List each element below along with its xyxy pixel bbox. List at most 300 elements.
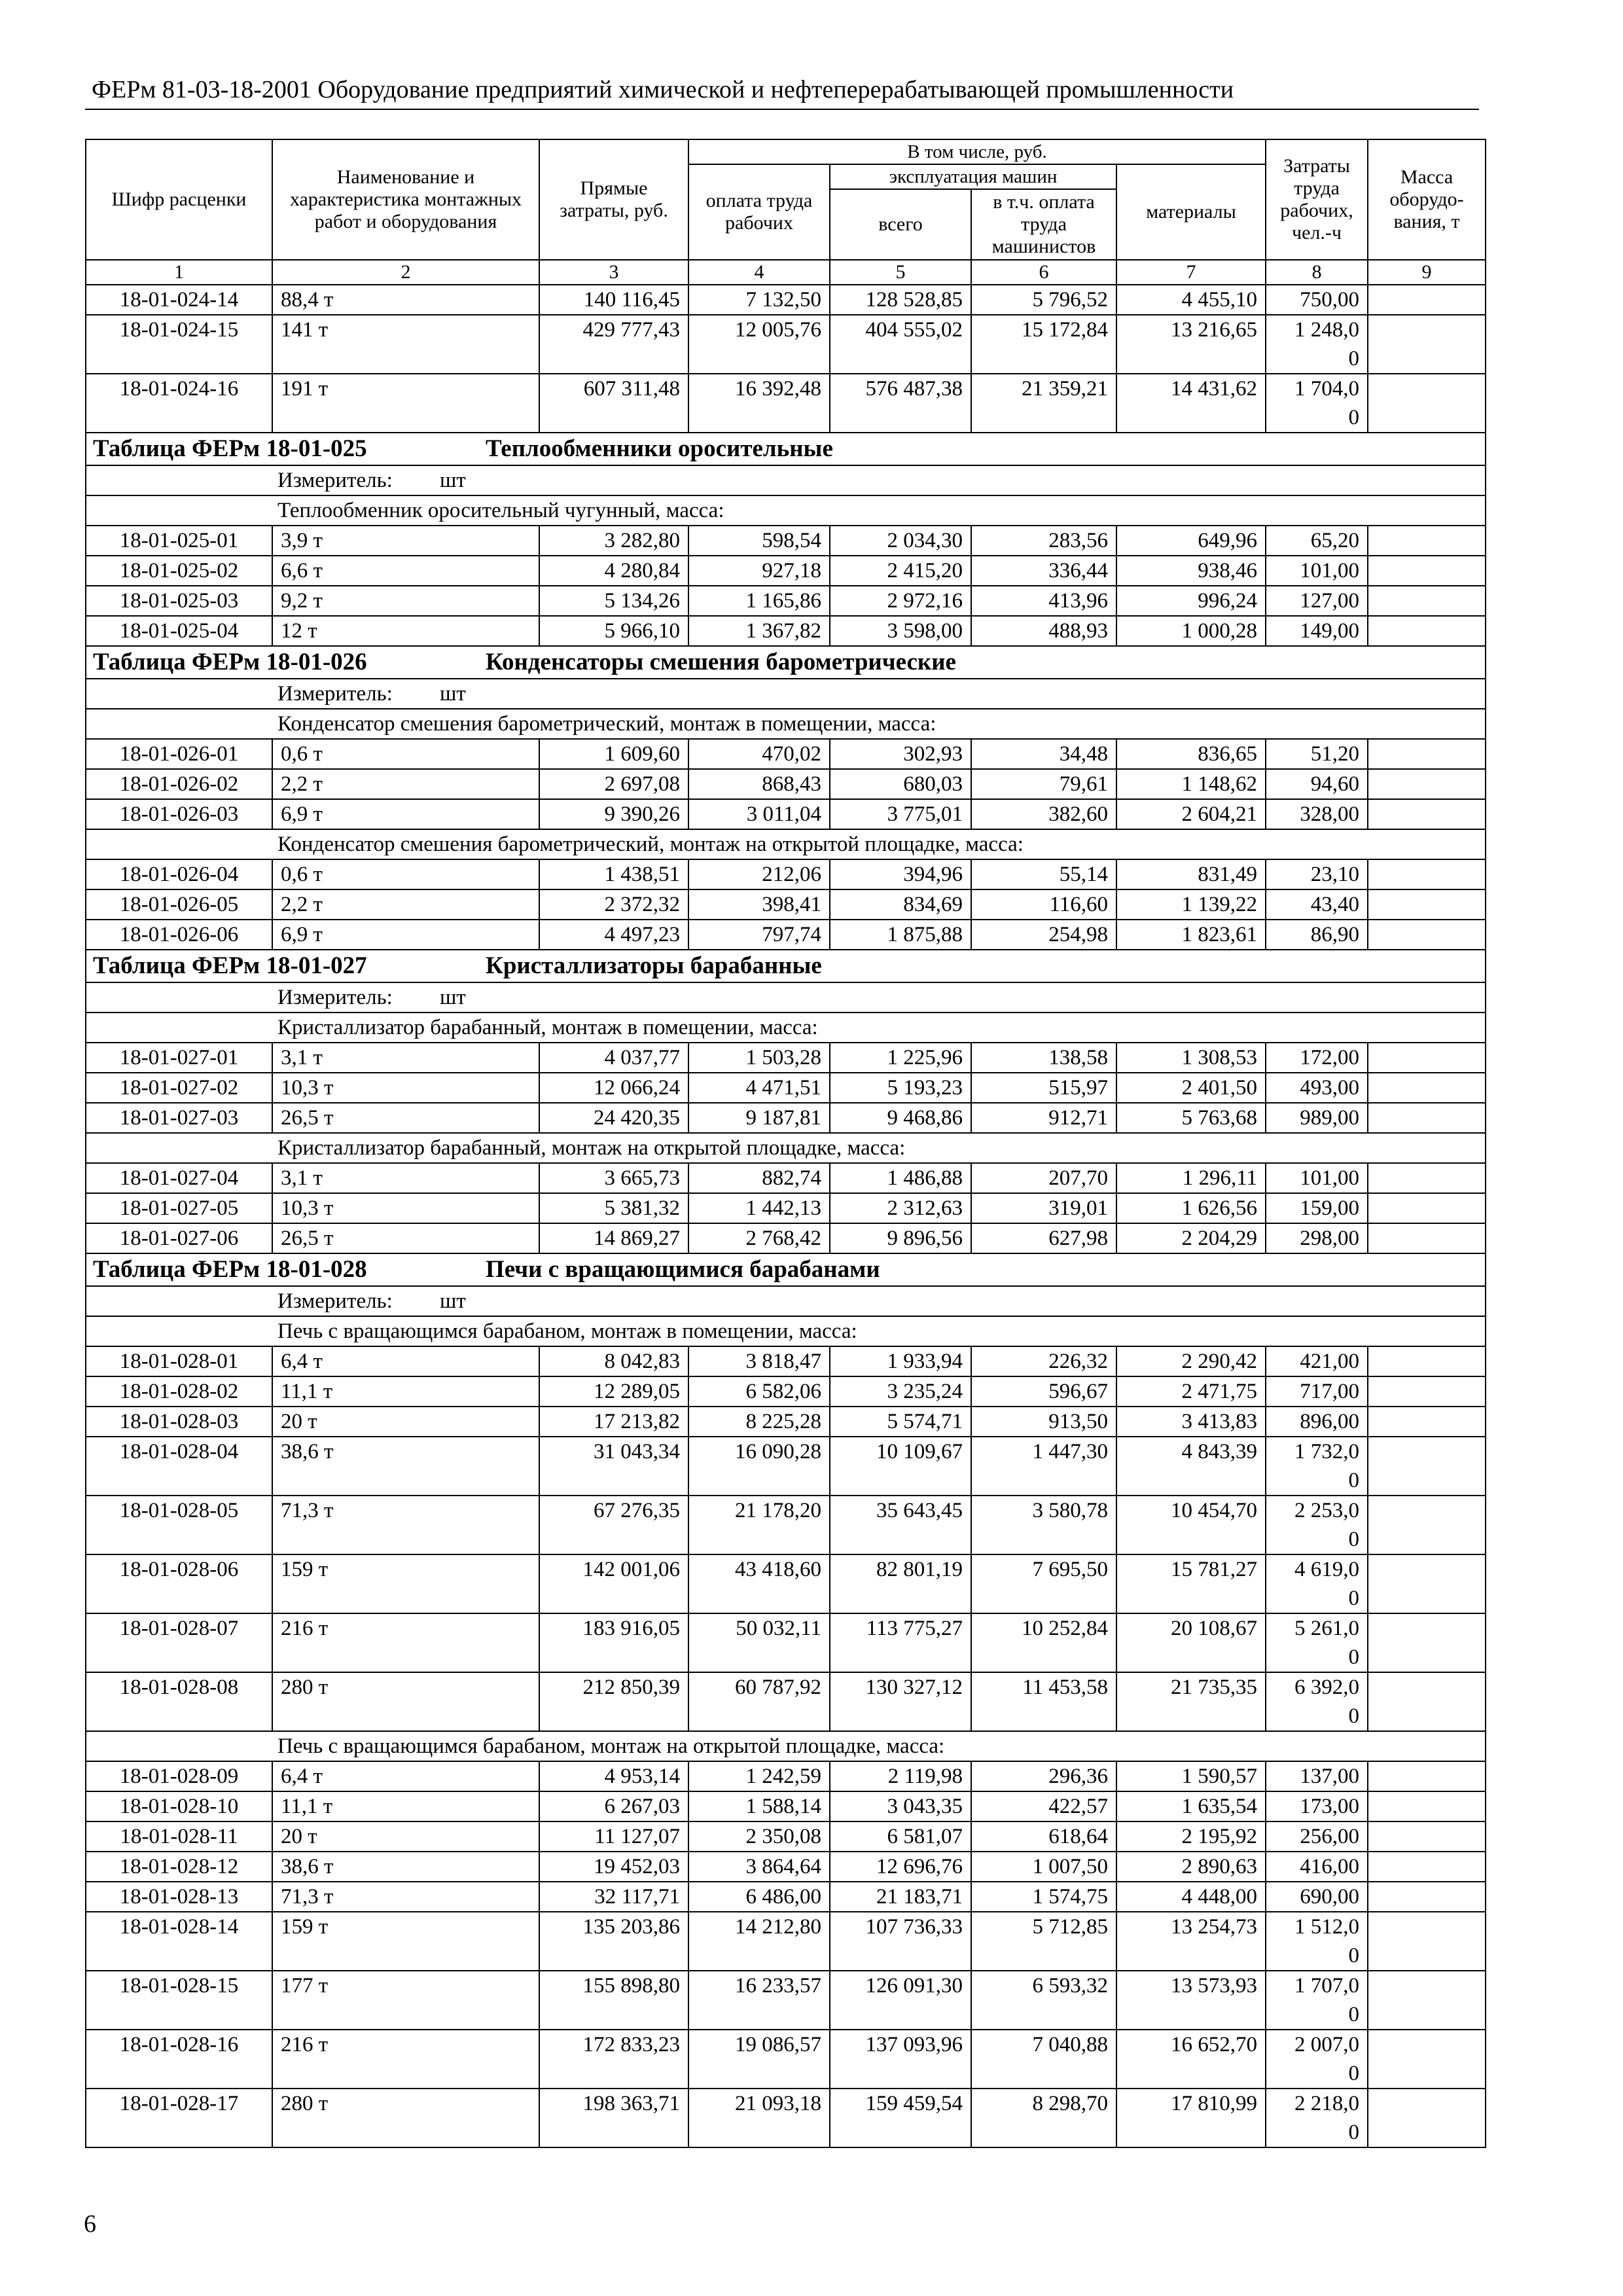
labor-cost (1266, 1437, 1368, 1496)
wages-cost: 16 392,48 (688, 374, 830, 433)
machinist-wages: 10 252,84 (971, 1613, 1116, 1672)
machines-cost: 113 775,27 (830, 1613, 971, 1672)
machinist-wages: 254,98 (971, 920, 1116, 950)
direct-cost: 11 127,07 (539, 1821, 688, 1852)
materials-cost: 13 216,65 (1116, 315, 1266, 374)
machinist-wages: 138,58 (971, 1043, 1116, 1073)
norms-table (85, 139, 1486, 2148)
labor-value: 896,00 (1300, 1410, 1359, 1433)
wages-cost: 3 011,04 (688, 799, 830, 829)
labor-cost (1266, 1223, 1368, 1253)
labor-value: 86,90 (1310, 923, 1359, 946)
materials-cost: 4 455,10 (1116, 285, 1266, 315)
group-row (86, 1731, 1486, 1761)
measure-cell (86, 982, 1486, 1013)
wages-cost: 12 005,76 (688, 315, 830, 374)
table-code: Таблица ФЕРм 18-01-025 (93, 435, 367, 462)
direct-cost: 5 381,32 (539, 1193, 688, 1223)
equipment-mass (1368, 1554, 1486, 1613)
wages-cost: 2 350,08 (688, 1821, 830, 1852)
table-code: Таблица ФЕРм 18-01-028 (93, 1256, 367, 1283)
labor-value-wrap: 0 (1348, 1469, 1359, 1492)
equipment-mass (1368, 799, 1486, 829)
labor-cost (1266, 1821, 1368, 1852)
col-header-machines-wages: в т.ч. оплата труда машинистов (971, 189, 1116, 260)
machinist-wages: 319,01 (971, 1193, 1116, 1223)
direct-cost: 183 916,05 (539, 1613, 688, 1672)
machinist-wages: 11 453,58 (971, 1672, 1116, 1731)
wages-cost: 1 503,28 (688, 1043, 830, 1073)
rate-code: 18-01-026-05 (86, 889, 272, 920)
labor-cost (1266, 1672, 1368, 1731)
labor-cost (1266, 1193, 1368, 1223)
direct-cost: 1 438,51 (539, 859, 688, 889)
work-name: 3,1 т (272, 1043, 539, 1073)
labor-cost (1266, 1613, 1368, 1672)
work-name: 20 т (272, 1821, 539, 1852)
table-row (86, 1613, 1486, 1672)
table-row (86, 586, 1486, 616)
work-name: 6,6 т (272, 556, 539, 586)
measure-cell (86, 465, 1486, 495)
wages-cost: 14 212,80 (688, 1912, 830, 1971)
table-row (86, 1882, 1486, 1912)
equipment-mass (1368, 920, 1486, 950)
table-row (86, 1554, 1486, 1613)
work-name: 6,4 т (272, 1761, 539, 1791)
equipment-mass (1368, 1912, 1486, 1971)
materials-cost: 20 108,67 (1116, 1613, 1266, 1672)
wages-cost: 1 442,13 (688, 1193, 830, 1223)
table-code: Таблица ФЕРм 18-01-027 (93, 952, 367, 979)
machines-cost: 9 468,86 (830, 1103, 971, 1133)
machinist-wages: 912,71 (971, 1103, 1116, 1133)
equipment-mass (1368, 1672, 1486, 1731)
work-name: 6,4 т (272, 1346, 539, 1376)
labor-cost (1266, 859, 1368, 889)
equipment-mass (1368, 1103, 1486, 1133)
table-title-row (86, 646, 1486, 679)
labor-cost (1266, 1912, 1368, 1971)
materials-cost: 2 604,21 (1116, 799, 1266, 829)
labor-cost (1266, 1376, 1368, 1407)
machinist-wages: 336,44 (971, 556, 1116, 586)
labor-value-wrap: 0 (1348, 2062, 1359, 2085)
measure-row (86, 465, 1486, 495)
machinist-wages: 413,96 (971, 586, 1116, 616)
labor-value-wrap: 0 (1348, 2003, 1359, 2026)
machinist-wages: 55,14 (971, 859, 1116, 889)
page-number: 6 (84, 2210, 96, 2238)
labor-cost (1266, 1554, 1368, 1613)
table-row (86, 526, 1486, 556)
labor-value: 750,00 (1300, 288, 1359, 312)
col-number: 4 (688, 260, 830, 285)
labor-value-wrap: 0 (1348, 406, 1359, 429)
group-label: Кристаллизатор барабанный, монтаж в помещении, масса: (86, 1013, 1486, 1043)
direct-cost: 19 452,03 (539, 1852, 688, 1882)
table-row (86, 859, 1486, 889)
wages-cost: 598,54 (688, 526, 830, 556)
machinist-wages: 15 172,84 (971, 315, 1116, 374)
machines-cost: 107 736,33 (830, 1912, 971, 1971)
machines-cost: 9 896,56 (830, 1223, 971, 1253)
machines-cost: 5 193,23 (830, 1073, 971, 1103)
table-body (86, 139, 1486, 2147)
table-row (86, 285, 1486, 315)
labor-cost (1266, 1496, 1368, 1554)
materials-cost: 1 308,53 (1116, 1043, 1266, 1073)
table-row (86, 1193, 1486, 1223)
labor-value: 1 732,0 (1294, 1440, 1359, 1463)
col-header-code: Шифр расценки (86, 139, 272, 260)
materials-cost: 1 590,57 (1116, 1761, 1266, 1791)
machines-cost: 21 183,71 (830, 1882, 971, 1912)
wages-cost: 6 582,06 (688, 1376, 830, 1407)
machinist-wages: 1 447,30 (971, 1437, 1116, 1496)
direct-cost: 142 001,06 (539, 1554, 688, 1613)
table-row (86, 1852, 1486, 1882)
equipment-mass (1368, 586, 1486, 616)
labor-value: 101,00 (1300, 1166, 1359, 1190)
equipment-mass (1368, 889, 1486, 920)
group-row (86, 1133, 1486, 1163)
labor-cost (1266, 616, 1368, 646)
table-row (86, 1437, 1486, 1496)
wages-cost: 19 086,57 (688, 2030, 830, 2089)
labor-value-wrap: 0 (1348, 1704, 1359, 1728)
labor-value: 5 261,0 (1294, 1617, 1359, 1640)
rate-code: 18-01-028-07 (86, 1613, 272, 1672)
machines-cost: 12 696,76 (830, 1852, 971, 1882)
equipment-mass (1368, 1346, 1486, 1376)
machinist-wages: 8 298,70 (971, 2089, 1116, 2147)
col-number: 2 (272, 260, 539, 285)
machinist-wages: 6 593,32 (971, 1971, 1116, 2030)
wages-cost: 398,41 (688, 889, 830, 920)
measure-label: Измеритель: (277, 682, 393, 706)
labor-cost (1266, 769, 1368, 799)
table-row (86, 2089, 1486, 2147)
machines-cost: 130 327,12 (830, 1672, 971, 1731)
rate-code: 18-01-028-02 (86, 1376, 272, 1407)
rate-code: 18-01-027-01 (86, 1043, 272, 1073)
labor-cost (1266, 1407, 1368, 1437)
materials-cost: 21 735,35 (1116, 1672, 1266, 1731)
col-number: 1 (86, 260, 272, 285)
work-name: 6,9 т (272, 799, 539, 829)
machines-cost: 137 093,96 (830, 2030, 971, 2089)
measure-cell (86, 1286, 1486, 1316)
group-label: Теплообменник оросительный чугунный, масса: (86, 495, 1486, 526)
labor-cost (1266, 1073, 1368, 1103)
rate-code: 18-01-027-06 (86, 1223, 272, 1253)
wages-cost: 7 132,50 (688, 285, 830, 315)
rate-code: 18-01-028-11 (86, 1821, 272, 1852)
direct-cost: 4 953,14 (539, 1761, 688, 1791)
machinist-wages: 618,64 (971, 1821, 1116, 1852)
measure-unit: шт (440, 986, 466, 1009)
direct-cost: 17 213,82 (539, 1407, 688, 1437)
labor-cost (1266, 315, 1368, 374)
machinist-wages: 5 796,52 (971, 285, 1116, 315)
machinist-wages: 627,98 (971, 1223, 1116, 1253)
machines-cost: 1 933,94 (830, 1346, 971, 1376)
rate-code: 18-01-028-04 (86, 1437, 272, 1496)
labor-cost (1266, 1852, 1368, 1882)
labor-value: 1 248,0 (1294, 318, 1359, 342)
table-row (86, 1163, 1486, 1193)
labor-cost (1266, 285, 1368, 315)
col-number: 3 (539, 260, 688, 285)
work-name: 0,6 т (272, 859, 539, 889)
machines-cost: 6 581,07 (830, 1821, 971, 1852)
equipment-mass (1368, 526, 1486, 556)
equipment-mass (1368, 285, 1486, 315)
work-name: 20 т (272, 1407, 539, 1437)
work-name: 11,1 т (272, 1376, 539, 1407)
col-header-incl: В том числе, руб. (688, 139, 1266, 164)
machinist-wages: 226,32 (971, 1346, 1116, 1376)
work-name: 216 т (272, 1613, 539, 1672)
table-row (86, 315, 1486, 374)
direct-cost: 5 134,26 (539, 586, 688, 616)
machinist-wages: 5 712,85 (971, 1912, 1116, 1971)
labor-value: 717,00 (1300, 1380, 1359, 1403)
col-header-wages: оплата труда рабочих (688, 164, 830, 260)
work-name: 26,5 т (272, 1103, 539, 1133)
work-name: 280 т (272, 2089, 539, 2147)
work-name: 177 т (272, 1971, 539, 2030)
rate-code: 18-01-028-01 (86, 1346, 272, 1376)
materials-cost: 16 652,70 (1116, 2030, 1266, 2089)
work-name: 280 т (272, 1672, 539, 1731)
machines-cost: 2 312,63 (830, 1193, 971, 1223)
labor-value: 173,00 (1300, 1795, 1359, 1818)
table-row (86, 1043, 1486, 1073)
machinist-wages: 515,97 (971, 1073, 1116, 1103)
machinist-wages: 207,70 (971, 1163, 1116, 1193)
direct-cost: 3 665,73 (539, 1163, 688, 1193)
materials-cost: 649,96 (1116, 526, 1266, 556)
machines-cost: 834,69 (830, 889, 971, 920)
measure-row (86, 982, 1486, 1013)
machinist-wages: 296,36 (971, 1761, 1116, 1791)
equipment-mass (1368, 1437, 1486, 1496)
machines-cost: 404 555,02 (830, 315, 971, 374)
table-row (86, 1496, 1486, 1554)
group-label: Кристаллизатор барабанный, монтаж на открытой площадке, масса: (86, 1133, 1486, 1163)
table-row (86, 374, 1486, 433)
labor-value-wrap: 0 (1348, 1645, 1359, 1669)
equipment-mass (1368, 1852, 1486, 1882)
machines-cost: 1 875,88 (830, 920, 971, 950)
labor-value: 2 253,0 (1294, 1499, 1359, 1522)
table-title (86, 950, 1486, 982)
machines-cost: 1 486,88 (830, 1163, 971, 1193)
machinist-wages: 7 695,50 (971, 1554, 1116, 1613)
machines-cost: 576 487,38 (830, 374, 971, 433)
table-row (86, 556, 1486, 586)
labor-cost (1266, 739, 1368, 769)
equipment-mass (1368, 1882, 1486, 1912)
rate-code: 18-01-028-09 (86, 1761, 272, 1791)
rate-code: 18-01-027-04 (86, 1163, 272, 1193)
machinist-wages: 21 359,21 (971, 374, 1116, 433)
col-number: 6 (971, 260, 1116, 285)
direct-cost: 24 420,35 (539, 1103, 688, 1133)
rate-code: 18-01-026-06 (86, 920, 272, 950)
table-row (86, 1376, 1486, 1407)
rate-code: 18-01-024-16 (86, 374, 272, 433)
direct-cost: 2 697,08 (539, 769, 688, 799)
table-row (86, 1761, 1486, 1791)
machinist-wages: 34,48 (971, 739, 1116, 769)
work-name: 12 т (272, 616, 539, 646)
equipment-mass (1368, 739, 1486, 769)
labor-cost (1266, 2089, 1368, 2147)
direct-cost: 1 609,60 (539, 739, 688, 769)
work-name: 0,6 т (272, 739, 539, 769)
rate-code: 18-01-026-03 (86, 799, 272, 829)
col-header-machines-total: всего (830, 189, 971, 260)
col-header-mass: Масса оборудо-вания, т (1368, 139, 1486, 260)
work-name: 141 т (272, 315, 539, 374)
labor-value: 690,00 (1300, 1885, 1359, 1909)
materials-cost: 1 148,62 (1116, 769, 1266, 799)
equipment-mass (1368, 315, 1486, 374)
equipment-mass (1368, 1821, 1486, 1852)
materials-cost: 10 454,70 (1116, 1496, 1266, 1554)
labor-value: 149,00 (1300, 619, 1359, 643)
group-row (86, 829, 1486, 859)
equipment-mass (1368, 1496, 1486, 1554)
machines-cost: 302,93 (830, 739, 971, 769)
rate-code: 18-01-025-04 (86, 616, 272, 646)
table-title (86, 646, 1486, 679)
wages-cost: 927,18 (688, 556, 830, 586)
work-name: 10,3 т (272, 1193, 539, 1223)
rate-code: 18-01-027-05 (86, 1193, 272, 1223)
rate-code: 18-01-025-01 (86, 526, 272, 556)
table-row (86, 1672, 1486, 1731)
table-row (86, 2030, 1486, 2089)
work-name: 191 т (272, 374, 539, 433)
measure-row (86, 1286, 1486, 1316)
table-row (86, 739, 1486, 769)
materials-cost: 15 781,27 (1116, 1554, 1266, 1613)
table-row (86, 889, 1486, 920)
direct-cost: 12 289,05 (539, 1376, 688, 1407)
labor-value: 2 007,0 (1294, 2033, 1359, 2056)
rate-code: 18-01-024-15 (86, 315, 272, 374)
page-header: ФЕРм 81-03-18-2001 Оборудование предприятий химической и нефтеперерабатывающей промышленности (92, 76, 1234, 103)
work-name: 2,2 т (272, 769, 539, 799)
materials-cost: 938,46 (1116, 556, 1266, 586)
machines-cost: 128 528,85 (830, 285, 971, 315)
machines-cost: 126 091,30 (830, 1971, 971, 2030)
wages-cost: 212,06 (688, 859, 830, 889)
materials-cost: 1 626,56 (1116, 1193, 1266, 1223)
wages-cost: 21 178,20 (688, 1496, 830, 1554)
table-title (86, 433, 1486, 465)
machinist-wages: 1 574,75 (971, 1882, 1116, 1912)
wages-cost: 882,74 (688, 1163, 830, 1193)
equipment-mass (1368, 2030, 1486, 2089)
direct-cost: 172 833,23 (539, 2030, 688, 2089)
wages-cost: 43 418,60 (688, 1554, 830, 1613)
wages-cost: 3 864,64 (688, 1852, 830, 1882)
direct-cost: 4 037,77 (539, 1043, 688, 1073)
group-row (86, 709, 1486, 739)
work-name: 9,2 т (272, 586, 539, 616)
work-name: 6,9 т (272, 920, 539, 950)
labor-value: 1 512,0 (1294, 1915, 1359, 1939)
wages-cost: 3 818,47 (688, 1346, 830, 1376)
table-name: Кристаллизаторы барабанные (486, 952, 822, 979)
table-row (86, 1912, 1486, 1971)
work-name: 71,3 т (272, 1882, 539, 1912)
machinist-wages: 382,60 (971, 799, 1116, 829)
column-numbers-row (86, 260, 1486, 285)
equipment-mass (1368, 556, 1486, 586)
labor-value: 493,00 (1300, 1076, 1359, 1100)
direct-cost: 32 117,71 (539, 1882, 688, 1912)
materials-cost: 2 290,42 (1116, 1346, 1266, 1376)
measure-unit: шт (440, 682, 466, 706)
labor-cost (1266, 586, 1368, 616)
direct-cost: 4 280,84 (539, 556, 688, 586)
machines-cost: 1 225,96 (830, 1043, 971, 1073)
table-row (86, 920, 1486, 950)
work-name: 216 т (272, 2030, 539, 2089)
labor-cost (1266, 1346, 1368, 1376)
wages-cost: 6 486,00 (688, 1882, 830, 1912)
labor-cost (1266, 2030, 1368, 2089)
equipment-mass (1368, 1761, 1486, 1791)
measure-label: Измеритель: (277, 469, 393, 492)
direct-cost: 4 497,23 (539, 920, 688, 950)
labor-value-wrap: 0 (1348, 347, 1359, 370)
col-header-direct: Прямые затраты, руб. (539, 139, 688, 260)
direct-cost: 198 363,71 (539, 2089, 688, 2147)
group-label: Конденсатор смешения барометрический, монтаж на открытой площадке, масса: (86, 829, 1486, 859)
machines-cost: 3 235,24 (830, 1376, 971, 1407)
materials-cost: 2 890,63 (1116, 1852, 1266, 1882)
equipment-mass (1368, 1163, 1486, 1193)
wages-cost: 50 032,11 (688, 1613, 830, 1672)
labor-value: 6 392,0 (1294, 1676, 1359, 1699)
materials-cost: 1 000,28 (1116, 616, 1266, 646)
wages-cost: 470,02 (688, 739, 830, 769)
group-row (86, 1013, 1486, 1043)
machines-cost: 35 643,45 (830, 1496, 971, 1554)
rate-code: 18-01-026-01 (86, 739, 272, 769)
wages-cost: 16 090,28 (688, 1437, 830, 1496)
direct-cost: 12 066,24 (539, 1073, 688, 1103)
materials-cost: 996,24 (1116, 586, 1266, 616)
labor-cost (1266, 799, 1368, 829)
materials-cost: 2 471,75 (1116, 1376, 1266, 1407)
col-header-materials: материалы (1116, 164, 1266, 260)
wages-cost: 8 225,28 (688, 1407, 830, 1437)
labor-value: 421,00 (1300, 1350, 1359, 1373)
direct-cost: 14 869,27 (539, 1223, 688, 1253)
labor-value: 298,00 (1300, 1227, 1359, 1250)
rate-code: 18-01-027-02 (86, 1073, 272, 1103)
equipment-mass (1368, 1193, 1486, 1223)
direct-cost: 2 372,32 (539, 889, 688, 920)
